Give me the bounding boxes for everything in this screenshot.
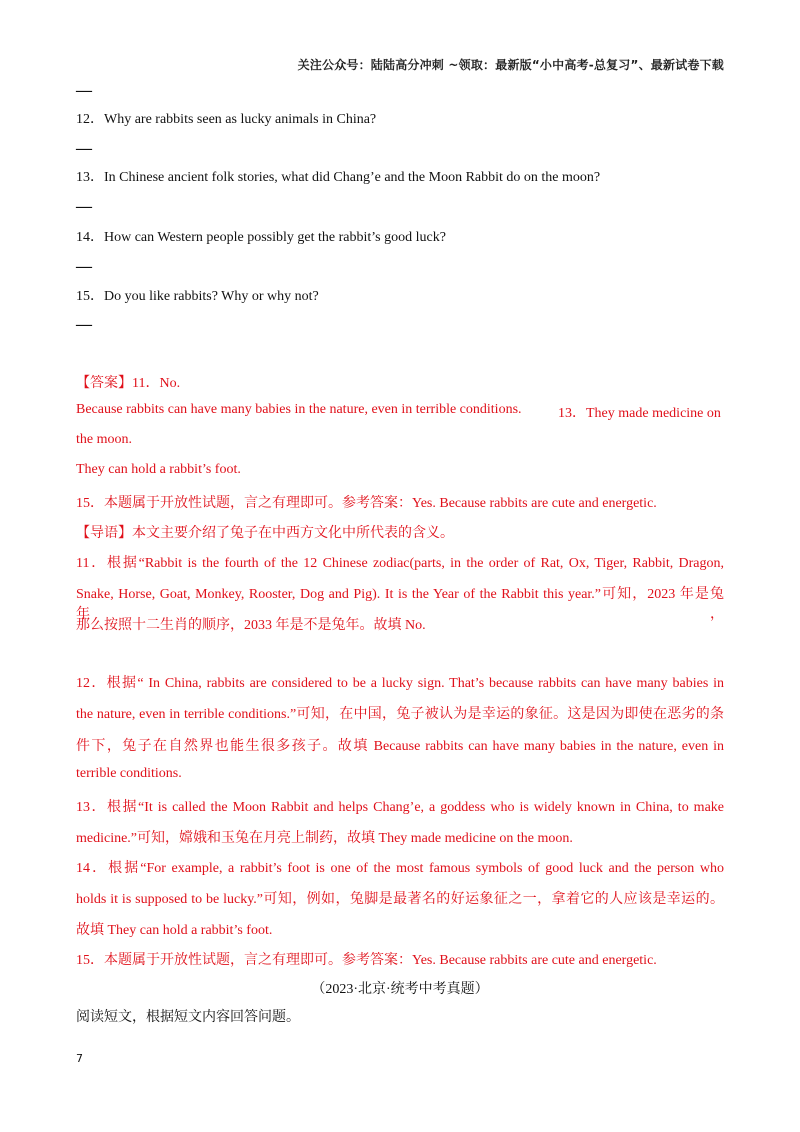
explanation-11-line2: Snake, Horse, Goat, Monkey, Rooster, Dog and Pig). It is the Year of the Rabbit this year.”可知，2023 年是兔年， [76, 587, 724, 622]
answer-14: They can hold a rabbit’s foot. [76, 462, 241, 477]
answer-blank-12: — [76, 140, 92, 157]
explanation-12-line3: 件下，兔子在自然界也能生很多孩子。故填 Because rabbits can have many babies in the nature, even in [76, 739, 724, 754]
explanation-12-line1: 12．根据“ In China, rabbits are considered to be a lucky sign. That’s because rabbits can have many babies in [76, 676, 724, 691]
explanation-14-line2: holds it is supposed to be lucky.”可知，例如，兔脚是最著名的好运象征之一，拿着它的人应该是幸运的。 [76, 892, 724, 907]
answer-blank-15: — [76, 316, 92, 333]
reading-instruction: 阅读短文，根据短文内容回答问题。 [76, 1010, 300, 1025]
answer-blank-11: — [76, 82, 92, 99]
guide-tag: 【导语】 [76, 526, 132, 541]
answer-11: 11．No. [132, 376, 181, 391]
guide-line [76, 522, 454, 542]
question-13: 13．In Chinese ancient folk stories, what did Chang’e and the Moon Rabbit do on the moon? [76, 170, 601, 185]
answer-tag: 【答案】 [76, 376, 132, 391]
explanation-15: 15．本题属于开放性试题，言之有理即可。参考答案：Yes. Because rabbits are cute and energetic. [76, 953, 657, 968]
answer-blank-13: — [76, 198, 92, 215]
page-header: 关注公众号：陆陆高分冲刺 ~领取：最新版“小中高考-总复习”、最新试卷下载 [297, 58, 724, 72]
explanation-11-line1: 11．根据“Rabbit is the fourth of the 12 Chinese zodiac(parts, in the order of Rat, Ox, Tiger, Rabbit, Dragon, [76, 556, 724, 571]
explanation-12-line4: terrible conditions. [76, 766, 182, 781]
explanation-14-line3: 故填 They can hold a rabbit’s foot. [76, 923, 273, 938]
question-15: 15．Do you like rabbits? Why or why not? [76, 289, 319, 304]
page-number: 7 [76, 1052, 83, 1065]
answer-13-part1: 13．They made medicine on [558, 406, 721, 421]
explanation-13-line1: 13．根据“It is called the Moon Rabbit and helps Chang’e, a goddess who is widely known in China, to make [76, 800, 724, 815]
guide-text: 本文主要介绍了兔子在中西方文化中所代表的含义。 [132, 526, 454, 541]
explanation-14-line1: 14．根据“For example, a rabbit’s foot is one of the most famous symbols of good luck and the person who [76, 861, 724, 876]
explanation-11-line3: 那么按照十二生肖的顺序，2033 年是不是兔年。故填 No. [76, 618, 426, 633]
question-12: 12．Why are rabbits seen as lucky animals in China? [76, 112, 377, 127]
explanation-12-line2: the nature, even in terrible conditions.”可知，在中国，兔子被认为是幸运的象征。这是因为即使在恶劣的条 [76, 707, 724, 722]
question-source: （2023·北京·统考中考真题） [311, 982, 489, 997]
explanation-13-line2: medicine.”可知，嫦娥和玉兔在月亮上制药，故填 They made medicine on the moon. [76, 831, 573, 846]
answer-blank-14: — [76, 258, 92, 275]
answer-12: Because rabbits can have many babies in the nature, even in terrible conditions. [76, 402, 522, 417]
question-14: 14．How can Western people possibly get the rabbit’s good luck? [76, 230, 446, 245]
answer-15: 15．本题属于开放性试题，言之有理即可。参考答案：Yes. Because rabbits are cute and energetic. [76, 496, 657, 511]
answer-13-part2: the moon. [76, 432, 132, 447]
answer-line-11 [76, 372, 180, 392]
